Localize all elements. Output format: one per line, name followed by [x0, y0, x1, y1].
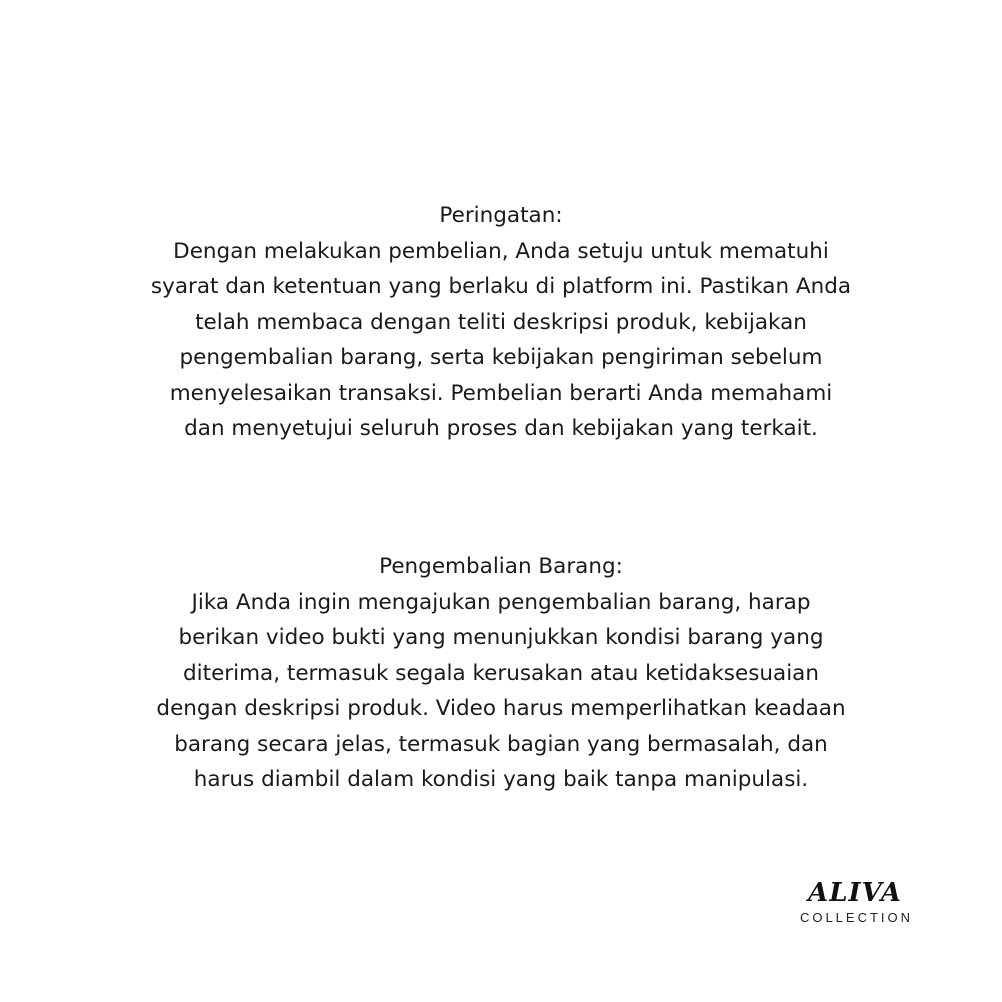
returns-title: Pengembalian Barang:: [379, 554, 623, 579]
warning-line: Dengan melakukan pembelian, Anda setuju untuk mematuhi: [173, 238, 829, 264]
returns-line: barang secara jelas, termasuk bagian yang bermasalah, dan: [174, 731, 828, 757]
warning-line: dan menyetujui seluruh proses dan kebijakan yang terkait.: [184, 416, 818, 441]
returns-line: harus diambil dalam kondisi yang baik tanpa manipulasi.: [193, 767, 809, 792]
warning-title: Peringatan:: [439, 203, 563, 228]
warning-line: telah membaca dengan teliti deskripsi produk, kebijakan: [195, 309, 807, 335]
returns-line: dengan deskripsi produk. Video harus memperlihatkan keadaan: [156, 696, 846, 721]
logo-subtitle: COLLECTION: [799, 910, 914, 925]
returns-line: berikan video bukti yang menunjukkan kondisi barang yang: [178, 625, 824, 650]
warning-line: syarat dan ketentuan yang berlaku di platform ini. Pastikan Anda: [150, 274, 852, 299]
logo-name: ALIVA: [808, 878, 902, 908]
brand-logo: [780, 878, 930, 925]
returns-section: [0, 549, 1002, 798]
warning-line: menyelesaikan transaksi. Pembelian berarti Anda memahami: [169, 380, 833, 406]
warning-section: [0, 198, 1002, 447]
returns-line: Jika Anda ingin mengajukan pengembalian barang, harap: [191, 589, 811, 615]
warning-line: pengembalian barang, serta kebijakan pengiriman sebelum: [179, 345, 823, 370]
returns-line: diterima, termasuk segala kerusakan atau ketidaksesuaian: [183, 660, 819, 686]
